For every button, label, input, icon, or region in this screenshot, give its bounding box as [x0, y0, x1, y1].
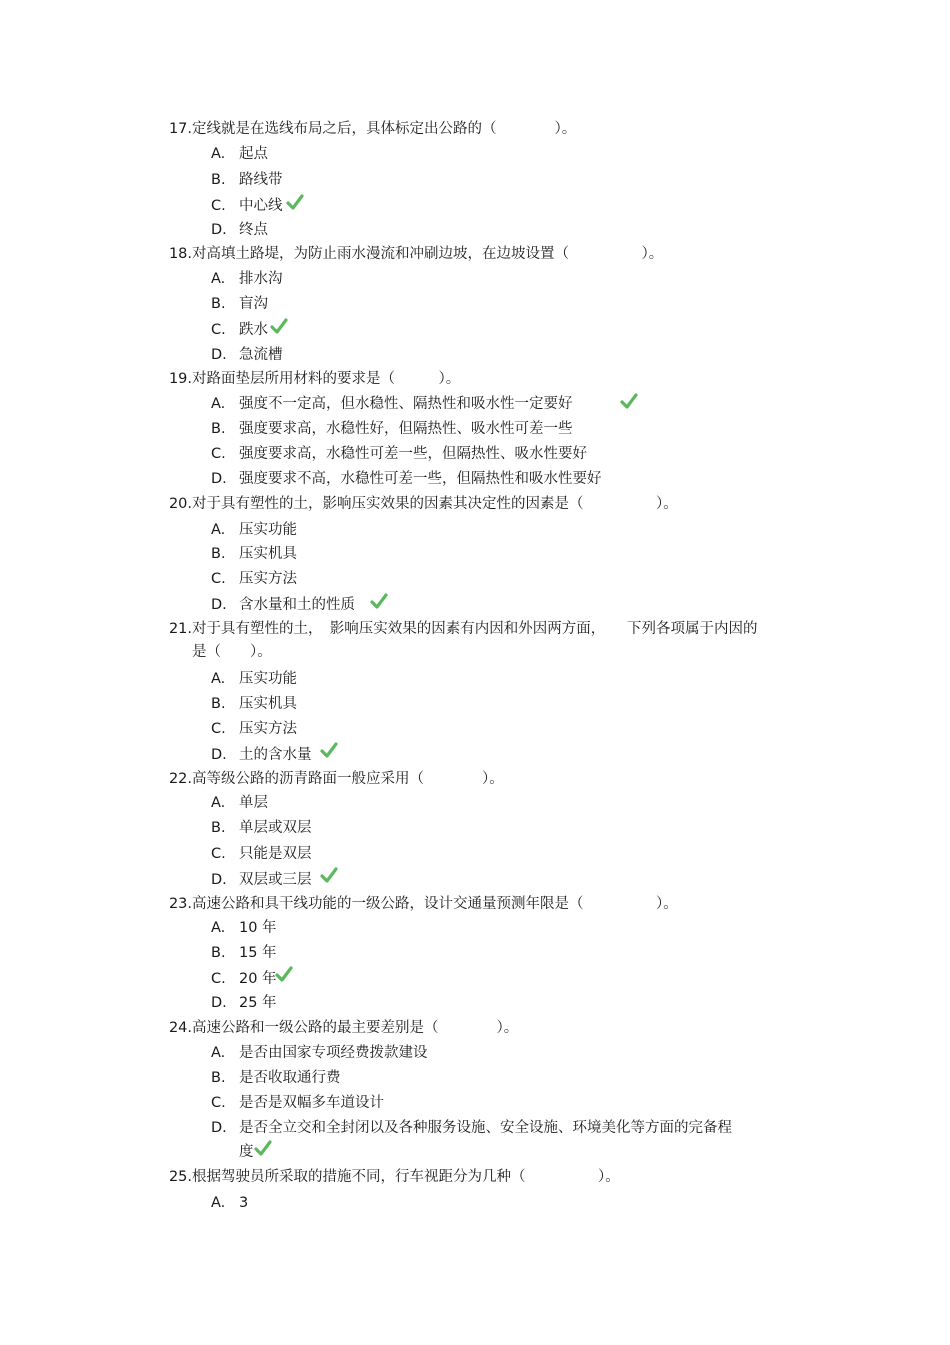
checkmark-icon	[370, 592, 388, 610]
option-letter: D.	[211, 597, 227, 613]
option-letter: D.	[211, 222, 227, 238]
option-text: 压实方法	[239, 721, 297, 737]
checkmark-icon	[286, 193, 304, 211]
question-number: 22.	[168, 771, 192, 787]
option-letter: A.	[211, 522, 226, 538]
option-letter: B.	[211, 1070, 226, 1086]
option-text: 压实机具	[239, 696, 297, 712]
option-text: 起点	[239, 146, 268, 162]
option-letter: D.	[211, 347, 227, 363]
question-text: 对于具有塑性的土， 影响压实效果的因素有内因和外因两方面， 下列各项属于内因的	[192, 621, 758, 637]
question-number: 25.	[168, 1169, 192, 1185]
option-letter: D.	[211, 747, 227, 763]
option-letter: B.	[211, 820, 226, 836]
option-letter: D.	[211, 995, 227, 1011]
option-letter: A.	[211, 671, 226, 687]
question-number: 21.	[168, 621, 192, 637]
option-text: 强度不一定高，但水稳性、隔热性和吸水性一定要好	[239, 396, 573, 412]
option-letter: C.	[211, 1095, 226, 1111]
option-text: 土的含水量	[239, 747, 312, 763]
option-text: 3	[239, 1195, 249, 1211]
question-text: 对路面垫层所用材料的要求是（ ）。	[192, 371, 461, 387]
option-text: 是否由国家专项经费拨款建设	[239, 1045, 428, 1061]
option-text: 压实机具	[239, 546, 297, 562]
option-letter: B.	[211, 296, 226, 312]
option-letter: D.	[211, 1120, 227, 1136]
option-text: 强度要求高，水稳性好，但隔热性、吸水性可差一些	[239, 421, 573, 437]
question-text: 定线就是在选线布局之后，具体标定出公路的（ ）。	[192, 121, 577, 137]
option-text: 15 年	[239, 945, 277, 961]
question-number: 19.	[168, 371, 192, 387]
question-number: 17.	[168, 121, 192, 137]
question-number: 24.	[168, 1020, 192, 1036]
question-text: 对高填土路堤，为防止雨水漫流和冲刷边坡，在边坡设置（ ）。	[192, 246, 664, 262]
checkmark-icon	[320, 741, 338, 759]
option-text: 是否全立交和全封闭以及各种服务设施、安全设施、环境美化等方面的完备程	[239, 1120, 732, 1136]
option-text: 20 年	[239, 971, 277, 987]
option-letter: A.	[211, 396, 226, 412]
option-letter: C.	[211, 571, 226, 587]
option-text: 压实功能	[239, 671, 297, 687]
question-number: 23.	[168, 896, 192, 912]
option-letter: C.	[211, 971, 226, 987]
option-letter: B.	[211, 421, 226, 437]
option-text: 压实方法	[239, 571, 297, 587]
option-letter: C.	[211, 446, 226, 462]
option-letter: B.	[211, 546, 226, 562]
option-letter: A.	[211, 146, 226, 162]
option-letter: D.	[211, 872, 227, 888]
option-letter: B.	[211, 945, 226, 961]
option-text: 盲沟	[239, 296, 268, 312]
option-letter: C.	[211, 198, 226, 214]
question-text-continued: 是（ ）。	[192, 644, 272, 660]
option-text: 排水沟	[239, 271, 283, 287]
option-text: 压实功能	[239, 522, 297, 538]
question-text: 高等级公路的沥青路面一般应采用（ ）。	[192, 771, 504, 787]
option-text: 急流槽	[239, 347, 283, 363]
option-text: 终点	[239, 222, 268, 238]
option-text: 强度要求不高，水稳性可差一些，但隔热性和吸水性要好	[239, 471, 602, 487]
option-letter: C.	[211, 721, 226, 737]
option-letter: C.	[211, 846, 226, 862]
option-text: 只能是双层	[239, 846, 312, 862]
question-text: 高速公路和一级公路的最主要差别是（ ）。	[192, 1020, 519, 1036]
option-letter: D.	[211, 471, 227, 487]
option-text: 跌水	[239, 322, 268, 338]
question-number: 18.	[168, 246, 192, 262]
option-letter: A.	[211, 795, 226, 811]
option-text: 中心线	[239, 198, 283, 214]
option-text: 双层或三层	[239, 872, 312, 888]
option-text: 含水量和土的性质	[239, 597, 355, 613]
option-text: 是否是双幅多车道设计	[239, 1095, 384, 1111]
option-letter: A.	[211, 271, 226, 287]
option-letter: C.	[211, 322, 226, 338]
question-text: 高速公路和具干线功能的一级公路，设计交通量预测年限是（ ）。	[192, 896, 678, 912]
question-number: 20.	[168, 496, 192, 512]
checkmark-icon	[620, 392, 638, 410]
checkmark-icon	[320, 866, 338, 884]
option-letter: B.	[211, 696, 226, 712]
question-text: 对于具有塑性的土，影响压实效果的因素其决定性的因素是（ ）。	[192, 496, 678, 512]
option-letter: A.	[211, 920, 226, 936]
option-text: 是否收取通行费	[239, 1070, 341, 1086]
question-text: 根据驾驶员所采取的措施不同，行车视距分为几种（ ）。	[192, 1169, 620, 1185]
option-letter: A.	[211, 1195, 226, 1211]
option-text: 强度要求高，水稳性可差一些，但隔热性、吸水性要好	[239, 446, 587, 462]
checkmark-icon	[275, 965, 293, 983]
option-text-continued: 度	[239, 1144, 254, 1160]
option-letter: B.	[211, 172, 226, 188]
option-text: 25 年	[239, 995, 277, 1011]
option-text: 路线带	[239, 172, 283, 188]
option-text: 单层	[239, 795, 268, 811]
option-letter: A.	[211, 1045, 226, 1061]
checkmark-icon	[254, 1139, 272, 1157]
option-text: 10 年	[239, 920, 277, 936]
checkmark-icon	[270, 317, 288, 335]
option-text: 单层或双层	[239, 820, 312, 836]
